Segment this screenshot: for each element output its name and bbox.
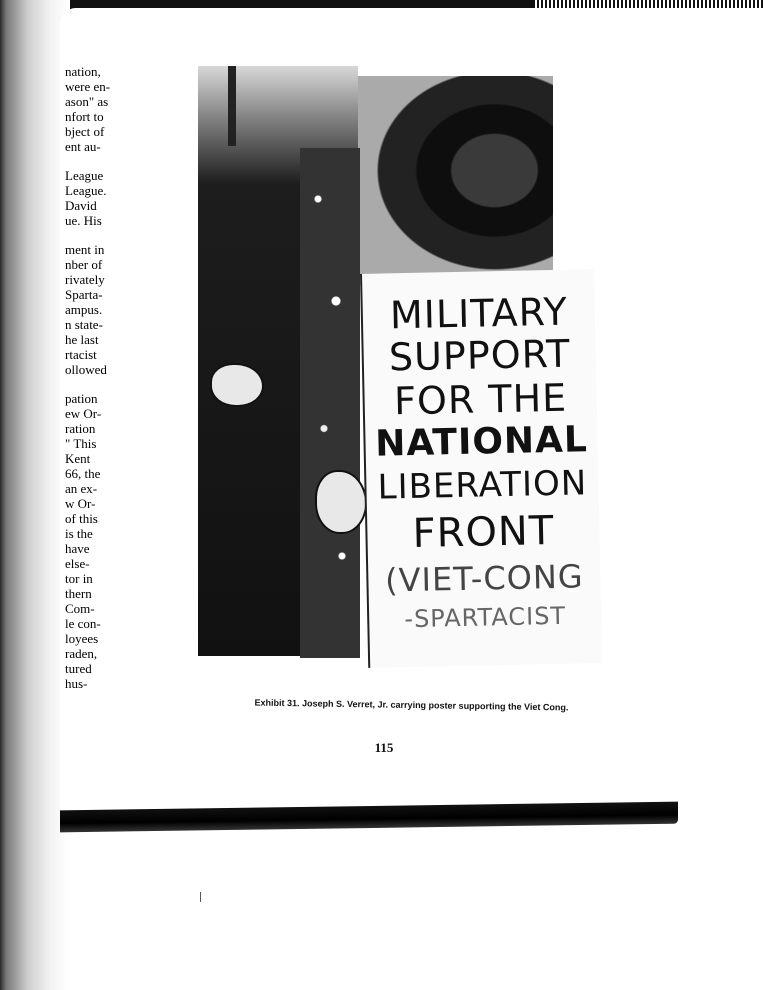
poster-text-line: -SPARTACIST	[404, 601, 567, 634]
text-fragment: he last	[65, 332, 99, 347]
text-fragment: of this	[65, 511, 98, 526]
paragraph-gap	[60, 377, 120, 391]
text-fragment: hus-	[65, 676, 88, 691]
text-fragment: ew Or-	[65, 406, 102, 421]
text-fragment: loyees	[65, 631, 99, 646]
text-fragment: bject of	[65, 124, 105, 139]
text-fragment: w Or-	[65, 496, 96, 511]
text-fragment: nfort to	[65, 109, 104, 124]
text-fragment: thern	[65, 586, 92, 601]
left-text-column	[60, 64, 120, 691]
text-fragment: rivately	[65, 272, 105, 287]
text-fragment: pation	[65, 391, 98, 406]
text-fragment: were en-	[65, 79, 111, 94]
page-number: 115	[374, 740, 394, 755]
photo-foliage	[300, 148, 360, 658]
text-fragment: an ex-	[65, 481, 98, 496]
poster-text-line: FRONT	[412, 507, 555, 557]
text-fragment: nation,	[65, 64, 101, 79]
figure-caption: Exhibit 31. Joseph S. Verret, Jr. carrying poster supporting the Viet Cong.	[254, 697, 569, 713]
text-fragment: is the	[65, 526, 93, 541]
photo-hand-right	[315, 470, 367, 534]
text-fragment: tured	[65, 661, 92, 676]
poster-text-line: MILITARY	[389, 289, 569, 338]
text-fragment: rtacist	[65, 347, 97, 362]
text-fragment: Kent	[65, 451, 91, 466]
text-fragment: n state-	[65, 317, 103, 332]
text-fragment: League	[65, 168, 104, 183]
text-fragment: 66, the	[65, 466, 101, 481]
paragraph-gap	[60, 154, 120, 168]
text-fragment: le con-	[65, 616, 101, 631]
text-fragment: ment in	[65, 242, 105, 257]
text-fragment: ollowed	[65, 362, 107, 377]
poster-text-line: LIBERATION	[377, 463, 588, 508]
text-fragment: ampus.	[65, 302, 103, 317]
text-fragment: ue. His	[65, 213, 102, 228]
book-page	[60, 8, 763, 820]
poster-text-line: (VIET-CONG	[384, 557, 584, 600]
poster-text-line: SUPPORT	[388, 331, 571, 380]
text-fragment: ason" as	[65, 94, 109, 109]
sign-pole	[228, 66, 236, 146]
text-fragment: tor in	[65, 571, 93, 586]
protest-poster	[360, 269, 602, 668]
text-fragment: nber of	[65, 257, 103, 272]
text-fragment: League.	[65, 183, 107, 198]
text-fragment: ration	[65, 421, 96, 436]
text-fragment: David	[65, 198, 97, 213]
photo-hand-left	[210, 363, 264, 407]
text-fragment: Sparta-	[65, 287, 103, 302]
poster-text-line: FOR THE	[393, 375, 568, 424]
text-fragment: else-	[65, 556, 90, 571]
paragraph-gap	[60, 228, 120, 242]
text-fragment: Com-	[65, 601, 95, 616]
text-fragment: " This	[65, 436, 97, 451]
text-fragment: raden,	[65, 646, 98, 661]
scan-margin-mark	[200, 892, 201, 902]
text-fragment: have	[65, 541, 90, 556]
poster-text-line: NATIONAL	[374, 419, 589, 465]
text-fragment: ent au-	[65, 139, 101, 154]
photo-person-head	[358, 76, 553, 286]
